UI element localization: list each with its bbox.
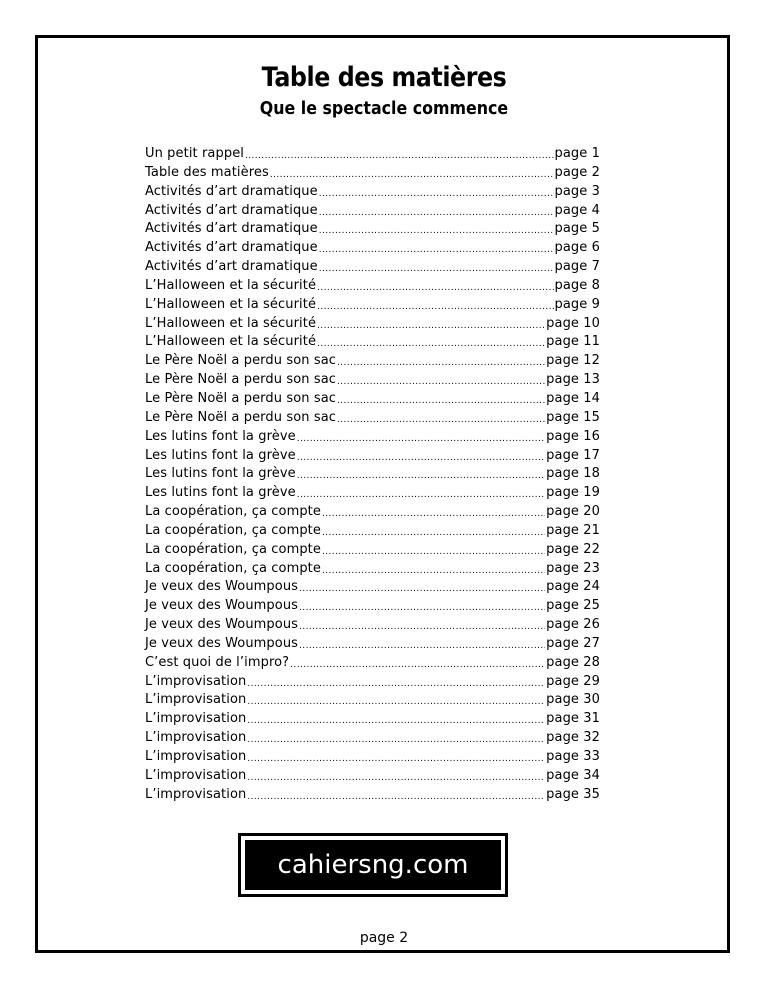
toc-leader-dots [319, 260, 554, 273]
toc-entry [145, 221, 600, 240]
toc-entry [145, 674, 600, 693]
page-title: Table des matières [261, 62, 507, 93]
toc-entry-label: Je veux des Woumpous [145, 598, 299, 614]
toc-entry [145, 485, 600, 504]
website-logo-text: cahiersng.com [245, 840, 501, 890]
toc-entry-page: page 29 [546, 673, 600, 689]
toc-leader-dots [297, 486, 545, 499]
toc-entry-label: L’Halloween et la sécurité [145, 334, 317, 350]
toc-leader-dots [247, 675, 545, 688]
website-logo [238, 833, 508, 897]
toc-leader-dots [337, 373, 545, 386]
toc-entry-label: Un petit rappel [145, 146, 244, 161]
toc-entry-page: page 27 [546, 635, 600, 651]
toc-entry [145, 504, 600, 523]
toc-leader-dots [319, 222, 554, 235]
toc-entry [145, 278, 600, 297]
toc-leader-dots [337, 392, 545, 405]
toc-entry [145, 203, 600, 222]
toc-entry [145, 730, 600, 749]
toc-leader-dots [322, 543, 545, 556]
toc-leader-dots [319, 185, 554, 198]
toc-entry-page: page 8 [554, 277, 600, 293]
toc-entry [145, 353, 600, 372]
toc-entry [145, 429, 600, 448]
toc-entry-label: Table des matières [145, 164, 269, 180]
toc-entry-label: La coopération, ça compte [145, 504, 321, 520]
page-subtitle: Que le spectacle commence [259, 98, 509, 119]
toc-entry-page: page 19 [546, 485, 600, 501]
toc-leader-dots [319, 241, 554, 254]
toc-entry-page: page 3 [554, 183, 600, 199]
toc-leader-dots [245, 147, 554, 160]
toc-entry-label: Les lutins font la grève [145, 428, 296, 444]
toc-entry-page: page 33 [546, 749, 600, 764]
toc-leader-dots [247, 693, 545, 706]
toc-entry [145, 240, 600, 259]
toc-leader-dots [247, 769, 545, 782]
toc-entry-page: page 18 [546, 466, 600, 482]
toc-entry-label: L’improvisation [145, 749, 247, 764]
toc-entry [145, 692, 600, 711]
toc-entry-page: page 30 [546, 692, 600, 708]
toc-leader-dots [247, 731, 545, 744]
toc-entry [145, 410, 600, 429]
toc-entry [145, 655, 600, 674]
toc-entry [145, 391, 600, 410]
toc-entry-page: page 13 [546, 372, 600, 388]
toc-entry-label: L’improvisation [145, 730, 247, 746]
toc-entry-page: page 26 [546, 617, 600, 633]
toc-entry-label: C’est quoi de l’impro? [145, 654, 290, 670]
toc-leader-dots [299, 599, 545, 612]
toc-entry-label: L’improvisation [145, 767, 247, 783]
toc-entry-page: page 31 [546, 711, 600, 727]
toc-leader-dots [297, 430, 545, 443]
toc-entry-page: page 28 [546, 654, 600, 670]
toc-leader-dots [290, 656, 545, 669]
toc-entry-label: Je veux des Woumpous [145, 635, 299, 651]
toc-entry-label: Activités d’art dramatique [145, 221, 318, 237]
toc-entry-label: L’Halloween et la sécurité [145, 296, 317, 312]
toc-leader-dots [337, 411, 545, 424]
toc-entry-label: L’improvisation [145, 711, 247, 727]
toc-entry-label: La coopération, ça compte [145, 560, 321, 576]
toc-entry [145, 617, 600, 636]
page-number: page 2 [359, 930, 409, 946]
toc-entry [145, 448, 600, 467]
toc-entry [145, 259, 600, 278]
toc-leader-dots [299, 637, 545, 650]
toc-entry-label: Les lutins font la grève [145, 466, 296, 482]
toc-entry-label: Activités d’art dramatique [145, 202, 318, 218]
toc-leader-dots [247, 712, 545, 725]
toc-entry-label: Le Père Noël a perdu son sac [145, 353, 337, 369]
toc-entry-page: page 10 [546, 315, 600, 331]
toc-entry-page: page 12 [546, 353, 600, 369]
toc-entry-label: L’improvisation [145, 673, 247, 689]
toc-leader-dots [319, 204, 554, 217]
toc-entry-label: Les lutins font la grève [145, 447, 296, 463]
toc-entry [145, 146, 600, 165]
toc-entry-label: Activités d’art dramatique [145, 259, 318, 275]
toc-leader-dots [317, 279, 553, 292]
toc-entry [145, 579, 600, 598]
toc-entry [145, 636, 600, 655]
toc-entry [145, 334, 600, 353]
toc-entry [145, 561, 600, 580]
toc-entry-page: page 5 [554, 221, 600, 237]
toc-entry-page: page 4 [554, 202, 600, 218]
toc-entry-page: page 17 [546, 447, 600, 463]
toc-entry [145, 768, 600, 787]
toc-entry-label: Le Père Noël a perdu son sac [145, 390, 337, 406]
toc-entry [145, 184, 600, 203]
toc-entry [145, 297, 600, 316]
toc-leader-dots [247, 788, 545, 801]
toc-entry-label: La coopération, ça compte [145, 541, 321, 557]
toc-entry-page: page 16 [546, 428, 600, 444]
toc-entry-page: page 11 [546, 334, 600, 350]
toc-entry-page: page 21 [546, 522, 600, 538]
toc-leader-dots [317, 298, 553, 311]
toc-entry [145, 711, 600, 730]
toc-entry-label: L’Halloween et la sécurité [145, 277, 317, 293]
toc-leader-dots [322, 562, 545, 575]
toc-entry-label: Les lutins font la grève [145, 485, 296, 501]
toc-leader-dots [322, 505, 545, 518]
toc-entry [145, 542, 600, 561]
toc-entry-page: page 23 [546, 560, 600, 576]
toc-entry-page: page 20 [546, 504, 600, 520]
toc-entry-page: page 22 [546, 541, 600, 557]
toc-entry-label: L’Halloween et la sécurité [145, 315, 317, 331]
toc-entry-page: page 35 [546, 786, 600, 802]
toc-entry-label: Activités d’art dramatique [145, 183, 318, 199]
toc-entry-label: La coopération, ça compte [145, 522, 321, 538]
toc-entry-label: Je veux des Woumpous [145, 579, 299, 595]
toc-leader-dots [337, 354, 545, 367]
table-of-contents [145, 146, 600, 806]
toc-leader-dots [322, 524, 545, 537]
toc-entry-page: page 6 [554, 240, 600, 256]
toc-leader-dots [247, 750, 545, 763]
toc-entry [145, 749, 600, 768]
toc-entry-page: page 1 [554, 146, 600, 161]
toc-entry [145, 372, 600, 391]
toc-entry [145, 787, 600, 806]
toc-entry-label: L’improvisation [145, 692, 247, 708]
toc-leader-dots [297, 467, 545, 480]
toc-entry-label: Le Père Noël a perdu son sac [145, 372, 337, 388]
toc-entry [145, 316, 600, 335]
toc-entry-page: page 32 [546, 730, 600, 746]
toc-entry [145, 165, 600, 184]
toc-leader-dots [317, 317, 545, 330]
toc-leader-dots [297, 449, 545, 462]
toc-entry-label: Le Père Noël a perdu son sac [145, 409, 337, 425]
toc-entry-page: page 24 [546, 579, 600, 595]
toc-entry-page: page 14 [546, 390, 600, 406]
toc-entry-label: L’improvisation [145, 786, 247, 802]
toc-entry-page: page 25 [546, 598, 600, 614]
toc-entry-label: Activités d’art dramatique [145, 240, 318, 256]
toc-entry-page: page 7 [554, 259, 600, 275]
toc-entry-label: Je veux des Woumpous [145, 617, 299, 633]
toc-entry-page: page 2 [554, 164, 600, 180]
toc-entry-page: page 34 [546, 767, 600, 783]
toc-entry [145, 598, 600, 617]
toc-leader-dots [299, 618, 545, 631]
toc-leader-dots [317, 335, 545, 348]
toc-entry-page: page 15 [546, 409, 600, 425]
toc-entry-page: page 9 [554, 296, 600, 312]
toc-leader-dots [299, 580, 545, 593]
toc-leader-dots [270, 166, 554, 179]
toc-entry [145, 466, 600, 485]
toc-entry [145, 523, 600, 542]
